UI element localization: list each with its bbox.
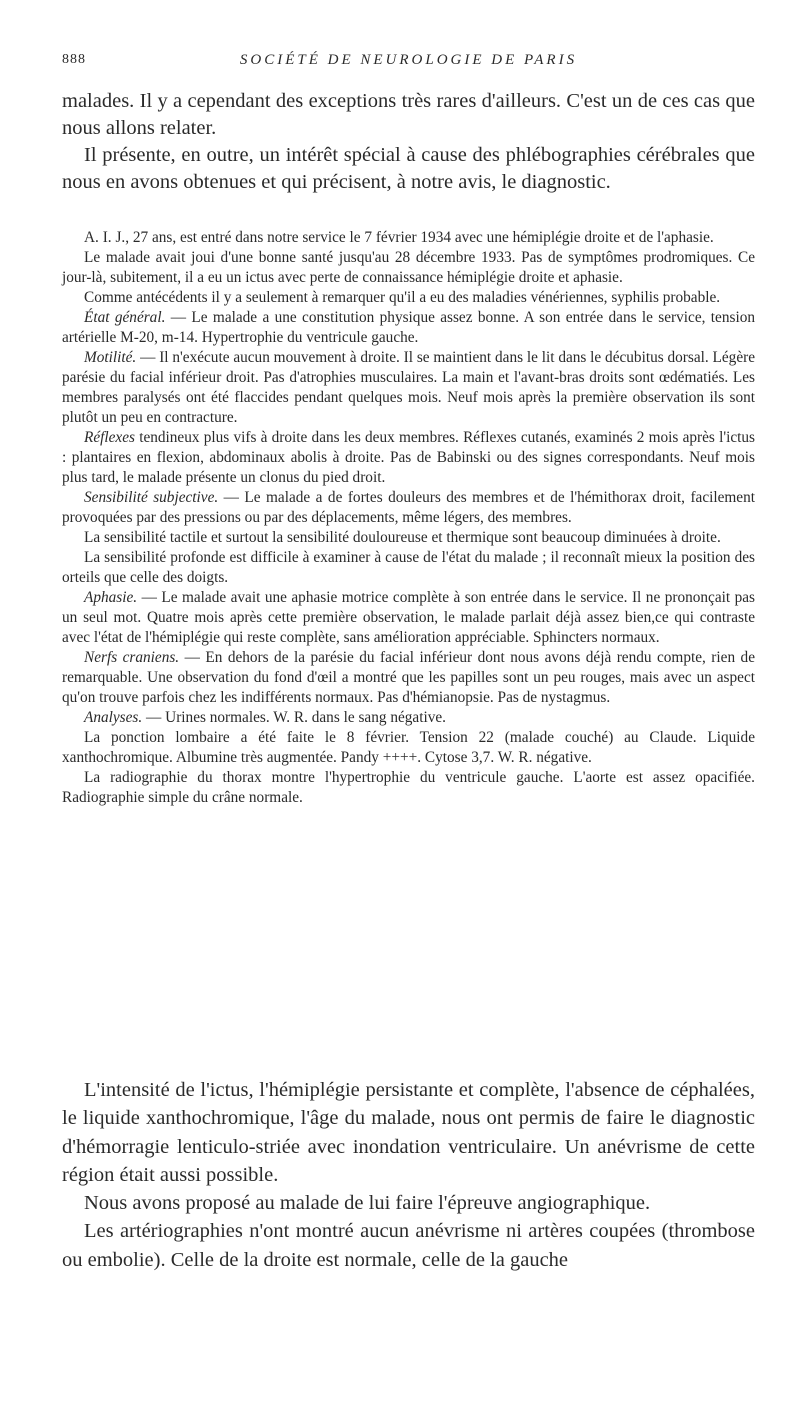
case-identity: A. I. J., 27 ans, est entré dans notre service le 7 février 1934 avec une hémiplégie droite et de l'aphasie. [84,229,714,246]
journal-title: SOCIÉTÉ DE NEUROLOGIE DE PARIS [239,52,578,68]
case-antecedents: Comme antécédents il y a seulement à remarquer qu'il a eu des maladies vénériennes, syphilis probable. [84,289,721,306]
case-tactile: La sensibilité tactile et surtout la sensibilité douloureuse et thermique sont beaucoup diminuées à droite. [84,529,721,546]
motilite-text: — Il n'exécute aucun mouvement à droite. Il se maintient dans le lit dans le décubitus dorsal. Légère parésie du facial inférieur droit. Pas d'atrophies musculaires. La main et l'avant-bras droits sont œdématiés. Les membres paralysés ont été flaccides pendant quelques mois. Neuf mois après la première observation ils sont plutôt un peu en contracture. [62,349,755,426]
analyses-text: — Urines normales. W. R. dans le sang négative. [142,709,446,726]
case-sensibilite [62,488,755,528]
case-report [62,228,755,808]
case-analyses [62,708,755,728]
etat-label: État général. [84,309,166,326]
case-history: Le malade avait joui d'une bonne santé jusqu'au 28 décembre 1933. Pas de symptômes prodromiques. Ce jour-là, subitement, il a eu un ictus avec perte de connaissance hémiplégie droite et aphasie. [62,249,755,286]
analyses-label: Analyses. [84,709,143,726]
case-motilite [62,348,755,428]
nerfs-label: Nerfs craniens. [84,649,180,666]
case-aphasie [62,588,755,648]
discussion-paragraph-3: Les artériographies n'ont montré aucun anévrisme ni artères coupées (thrombose ou embolie). Celle de la droite est normale, celle de la gauche [62,1220,755,1271]
sensibilite-text: — Le malade a de fortes douleurs des membres et de l'hémithorax droit, facilement provoquées par des pressions ou par des déplacements, même légers, des membres. [62,489,755,526]
case-ponction: La ponction lombaire a été faite le 8 février. Tension 22 (malade couché) au Claude. Liquide xanthochromique. Albumine très augmentée. Pandy ++++. Cytose 3,7. W. R. négative. [62,729,755,766]
discussion-paragraph-1: L'intensité de l'ictus, l'hémiplégie persistante et complète, l'absence de céphalées, le liquide xanthochromique, l'âge du malade, nous ont permis de faire le diagnostic d'hémorragie lenticulo-striée avec inondation ventriculaire. Un anévrisme de cette région était aussi possible. [62,1079,755,1186]
running-head [62,52,755,74]
intro-section [62,88,755,196]
sensibilite-label: Sensibilité subjective. [84,489,219,506]
aphasie-label: Aphasie. [84,589,138,606]
case-reflexes [62,428,755,488]
etat-text: — Le malade a une constitution physique assez bonne. A son entrée dans le service, tension artérielle M-20, m-14. Hypertrophie du ventricule gauche. [62,309,755,346]
page-number: 888 [62,52,86,67]
case-etat-general [62,308,755,348]
reflexes-label: Réflexes [84,429,135,446]
discussion-paragraph-2: Nous avons proposé au malade de lui faire l'épreuve angiographique. [84,1192,651,1215]
reflexes-text: tendineux plus vifs à droite dans les deux membres. Réflexes cutanés, examinés 2 mois après l'ictus : plantaires en flexion, abdominaux abolis à droite. Pas de Babinski ou des signes correspondants. Neuf mois plus tard, le malade présente un clonus du pied droit. [62,429,755,486]
aphasie-text: — Le malade avait une aphasie motrice complète à son entrée dans le service. Il ne prononçait pas un seul mot. Quatre mois après cette première observation, le malade parlait déjà assez bien,ce qui contraste avec l'état de l'hémiplégie qui reste complète, sans amélioration appréciable. Sphincters normaux. [62,589,755,646]
discussion-section [62,1076,755,1274]
motilite-label: Motilité. [84,349,137,366]
nerfs-text: — En dehors de la parésie du facial inférieur dont nous avons déjà rendu compte, rien de remarquable. Une observation du fond d'œil a montré que les papilles sont un peu rouges, mais avec un aspect qu'on trouve parfois chez les indifférents normaux. Pas d'hémianopsie. Pas de nystagmus. [62,649,755,706]
case-profonde: La sensibilité profonde est difficile à examiner à cause de l'état du malade ; il reconnaît mieux la position des orteils que celle des doigts. [62,549,755,586]
case-radiographie: La radiographie du thorax montre l'hypertrophie du ventricule gauche. L'aorte est assez opacifiée. Radiographie simple du crâne normale. [62,769,755,806]
case-nerfs-craniens [62,648,755,708]
intro-paragraph-2: Il présente, en outre, un intérêt spécial à cause des phlébographies cérébrales que nous en avons obtenues et qui précisent, à notre avis, le diagnostic. [62,144,755,193]
intro-paragraph-1: malades. Il y a cependant des exceptions très rares d'ailleurs. C'est un de ces cas que nous allons relater. [62,90,755,139]
